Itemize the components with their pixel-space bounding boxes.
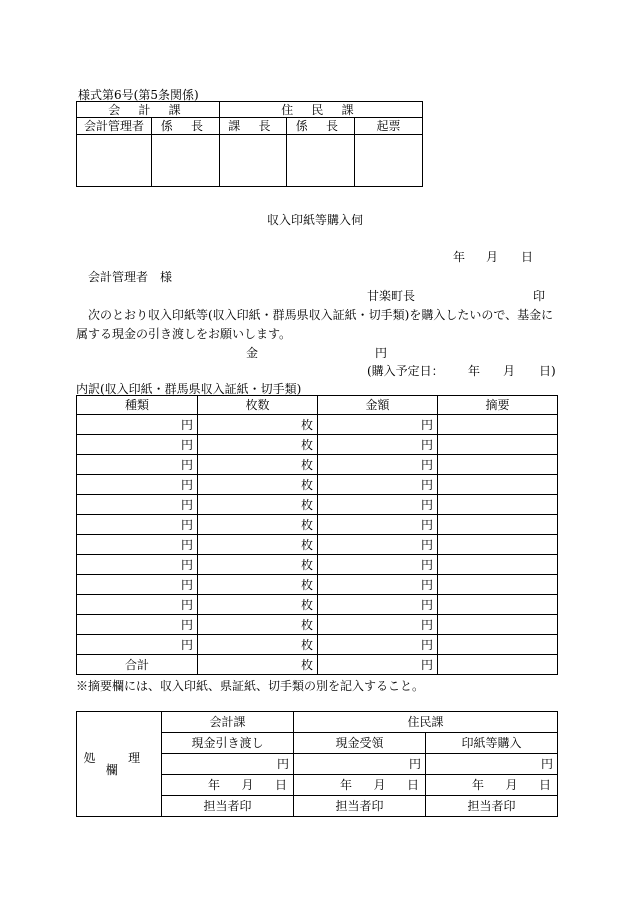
role-accounting-manager: 会計管理者 bbox=[77, 118, 152, 135]
receipt-person-seal: 担当者印 bbox=[294, 796, 426, 817]
planned-date-day: 日) bbox=[539, 364, 556, 378]
row-amount[interactable]: 円 bbox=[318, 535, 438, 555]
row-count[interactable]: 枚 bbox=[198, 535, 318, 555]
handover-date: 年 月 日 bbox=[162, 775, 294, 796]
group-accounting: 会 計 課 bbox=[77, 102, 220, 118]
table-row bbox=[77, 415, 558, 435]
row-remarks[interactable] bbox=[438, 615, 558, 635]
row-amount[interactable]: 円 bbox=[318, 635, 438, 655]
dept-accounting: 会計課 bbox=[162, 712, 294, 733]
processing-label: 処 理 欄 bbox=[77, 712, 162, 817]
total-amount: 円 bbox=[318, 655, 438, 675]
row-type-yen[interactable]: 円 bbox=[77, 595, 198, 615]
header-type: 種類 bbox=[77, 396, 198, 415]
row-count[interactable]: 枚 bbox=[198, 415, 318, 435]
group-residents: 住 民 課 bbox=[220, 102, 423, 118]
row-amount[interactable]: 円 bbox=[318, 575, 438, 595]
row-type-yen[interactable]: 円 bbox=[77, 475, 198, 495]
table-row bbox=[77, 495, 558, 515]
row-remarks[interactable] bbox=[438, 535, 558, 555]
dept-residents: 住民課 bbox=[294, 712, 558, 733]
row-remarks[interactable] bbox=[438, 635, 558, 655]
date-month: 月 bbox=[486, 250, 499, 264]
purchase-yen: 円 bbox=[426, 754, 558, 775]
approval-table bbox=[76, 101, 423, 187]
table-row bbox=[77, 455, 558, 475]
row-count[interactable]: 枚 bbox=[198, 595, 318, 615]
table-row bbox=[77, 435, 558, 455]
row-amount[interactable]: 円 bbox=[318, 475, 438, 495]
row-count[interactable]: 枚 bbox=[198, 435, 318, 455]
row-count[interactable]: 枚 bbox=[198, 615, 318, 635]
row-amount[interactable]: 円 bbox=[318, 495, 438, 515]
row-count[interactable]: 枚 bbox=[198, 495, 318, 515]
purchase-person-seal: 担当者印 bbox=[426, 796, 558, 817]
row-amount[interactable]: 円 bbox=[318, 515, 438, 535]
body-text-line-2: 属する現金の引き渡しをお願いします。 bbox=[76, 327, 292, 341]
amount-unit: 円 bbox=[375, 346, 388, 360]
handover-yen: 円 bbox=[162, 754, 294, 775]
row-remarks[interactable] bbox=[438, 595, 558, 615]
row-type-yen[interactable]: 円 bbox=[77, 415, 198, 435]
row-remarks[interactable] bbox=[438, 435, 558, 455]
col-receipt: 現金受領 bbox=[294, 733, 426, 754]
row-count[interactable]: 枚 bbox=[198, 635, 318, 655]
date-year: 年 bbox=[453, 250, 466, 264]
row-type-yen[interactable]: 円 bbox=[77, 515, 198, 535]
row-amount[interactable]: 円 bbox=[318, 435, 438, 455]
planned-date-year: 年 bbox=[468, 364, 481, 378]
sender-seal: 印 bbox=[533, 289, 546, 303]
row-type-yen[interactable]: 円 bbox=[77, 535, 198, 555]
seal-box[interactable] bbox=[220, 135, 287, 187]
seal-box[interactable] bbox=[77, 135, 152, 187]
total-count: 枚 bbox=[198, 655, 318, 675]
body-text-line-1: 次のとおり収入印紙等(収入印紙・群馬県収入証紙・切手類)を購入したいので、基金に bbox=[88, 308, 554, 322]
row-remarks[interactable] bbox=[438, 475, 558, 495]
header-count: 枚数 bbox=[198, 396, 318, 415]
form-number: 様式第6号(第5条関係) bbox=[78, 88, 199, 102]
planned-date-label: (購入予定日： bbox=[367, 364, 444, 378]
table-row bbox=[77, 475, 558, 495]
row-type-yen[interactable]: 円 bbox=[77, 455, 198, 475]
seal-box[interactable] bbox=[355, 135, 423, 187]
table-row bbox=[77, 575, 558, 595]
row-amount[interactable]: 円 bbox=[318, 595, 438, 615]
remarks-note: ※摘要欄には、収入印紙、県証紙、切手類の別を記入すること。 bbox=[76, 679, 425, 693]
row-remarks[interactable] bbox=[438, 515, 558, 535]
role-section-head: 課 長 bbox=[220, 118, 287, 135]
row-remarks[interactable] bbox=[438, 455, 558, 475]
total-remarks[interactable] bbox=[438, 655, 558, 675]
table-row bbox=[77, 635, 558, 655]
col-purchase: 印紙等購入 bbox=[426, 733, 558, 754]
row-remarks[interactable] bbox=[438, 415, 558, 435]
row-count[interactable]: 枚 bbox=[198, 455, 318, 475]
header-amount: 金額 bbox=[318, 396, 438, 415]
role-drafter: 起票 bbox=[355, 118, 423, 135]
row-type-yen[interactable]: 円 bbox=[77, 555, 198, 575]
row-count[interactable]: 枚 bbox=[198, 515, 318, 535]
seal-box[interactable] bbox=[287, 135, 355, 187]
row-amount[interactable]: 円 bbox=[318, 415, 438, 435]
planned-date-month: 月 bbox=[503, 364, 516, 378]
row-type-yen[interactable]: 円 bbox=[77, 615, 198, 635]
processing-table bbox=[76, 711, 558, 817]
row-remarks[interactable] bbox=[438, 495, 558, 515]
row-amount[interactable]: 円 bbox=[318, 615, 438, 635]
role-chief-2: 係 長 bbox=[287, 118, 355, 135]
document-title: 収入印紙等購入伺 bbox=[266, 213, 363, 227]
row-type-yen[interactable]: 円 bbox=[77, 635, 198, 655]
table-row bbox=[77, 515, 558, 535]
row-type-yen[interactable]: 円 bbox=[77, 495, 198, 515]
row-remarks[interactable] bbox=[438, 555, 558, 575]
table-row bbox=[77, 615, 558, 635]
date-day: 日 bbox=[521, 250, 534, 264]
header-remarks: 摘要 bbox=[438, 396, 558, 415]
purchase-date: 年 月 日 bbox=[426, 775, 558, 796]
row-count[interactable]: 枚 bbox=[198, 475, 318, 495]
table-row bbox=[77, 595, 558, 615]
addressee: 会計管理者 様 bbox=[88, 270, 173, 284]
role-chief-1: 係 長 bbox=[152, 118, 220, 135]
row-count[interactable]: 枚 bbox=[198, 555, 318, 575]
breakdown-caption: 内訳(収入印紙・群馬県収入証紙・切手類) bbox=[76, 382, 302, 396]
row-remarks[interactable] bbox=[438, 575, 558, 595]
receipt-date: 年 月 日 bbox=[294, 775, 426, 796]
table-row bbox=[77, 555, 558, 575]
row-count[interactable]: 枚 bbox=[198, 575, 318, 595]
breakdown-table bbox=[76, 395, 558, 675]
row-type-yen[interactable]: 円 bbox=[77, 575, 198, 595]
seal-box[interactable] bbox=[152, 135, 220, 187]
table-row bbox=[77, 535, 558, 555]
receipt-yen: 円 bbox=[294, 754, 426, 775]
row-type-yen[interactable]: 円 bbox=[77, 435, 198, 455]
row-amount[interactable]: 円 bbox=[318, 455, 438, 475]
row-amount[interactable]: 円 bbox=[318, 555, 438, 575]
total-label: 合計 bbox=[77, 655, 198, 675]
col-handover: 現金引き渡し bbox=[162, 733, 294, 754]
sender-name: 甘楽町長 bbox=[367, 289, 416, 303]
handover-person-seal: 担当者印 bbox=[162, 796, 294, 817]
amount-label: 金 bbox=[246, 346, 259, 360]
